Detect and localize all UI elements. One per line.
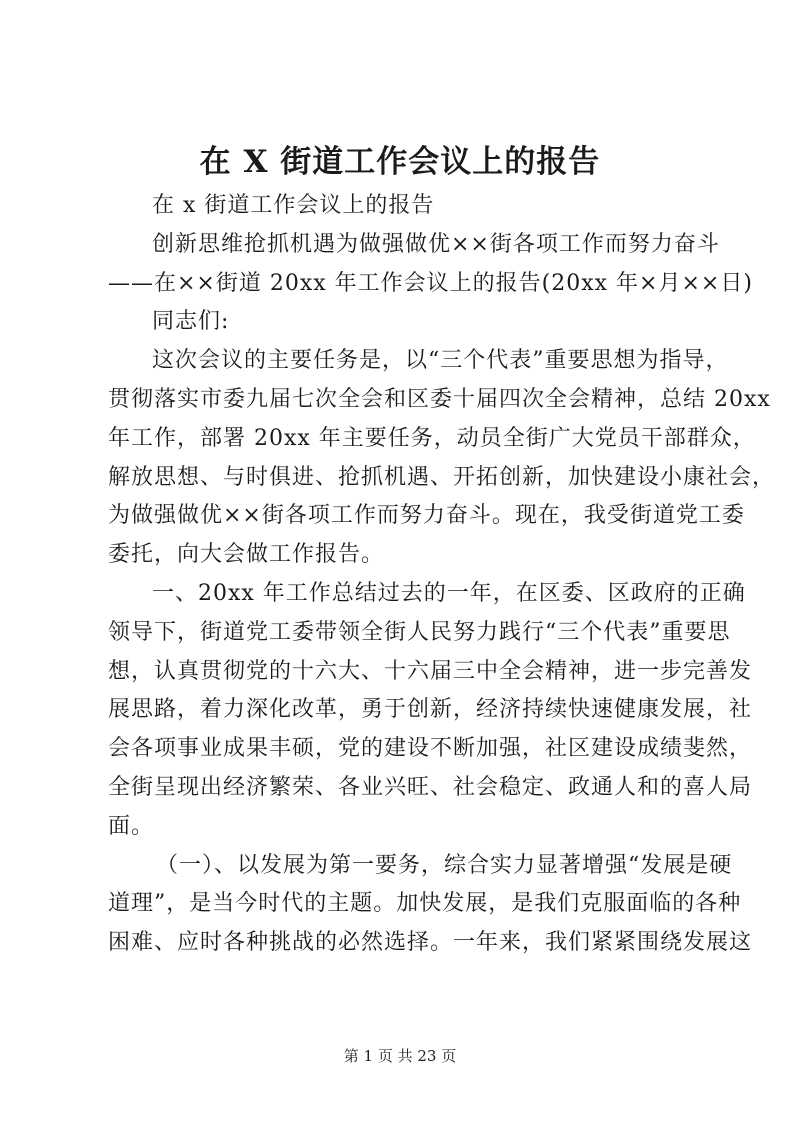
body-line: 想，认真贯彻党的十六大、十六届三中全会精神，进一步完善发 bbox=[108, 658, 753, 684]
body-line: 会各项事业成果丰硕，党的建设不断加强，社区建设成绩斐然， bbox=[108, 736, 753, 762]
body-line: 贯彻落实市委九届七次全会和区委十届四次全会精神，总结 20xx bbox=[108, 386, 771, 412]
body-line: 道理”，是当今时代的主题。加快发展，是我们克服面临的各种 bbox=[108, 891, 742, 917]
body-line: 一、20xx 年工作总结过去的一年，在区委、区政府的正确 bbox=[152, 580, 746, 606]
body-line: 面。 bbox=[108, 813, 155, 839]
body-line: 委托，向大会做工作报告。 bbox=[108, 542, 385, 568]
document-body bbox=[108, 187, 776, 963]
body-line: 全街呈现出经济繁荣、各业兴旺、社会稳定、政通人和的喜人局 bbox=[108, 774, 753, 800]
body-line: 困难、应时各种挑战的必然选择。一年来，我们紧紧围绕发展这 bbox=[108, 930, 753, 956]
body-line: 为做强做优××街各项工作而努力奋斗。现在，我受街道党工委 bbox=[108, 503, 745, 529]
body-line: 这次会议的主要任务是，以“三个代表”重要思想为指导， bbox=[152, 348, 729, 374]
document-title: 在 X 街道工作会议上的报告 bbox=[199, 144, 601, 180]
body-line: 展思路，着力深化改革，勇于创新，经济持续快速健康发展，社 bbox=[108, 697, 753, 723]
body-line: 在 x 街道工作会议上的报告 bbox=[152, 193, 435, 218]
body-line: 同志们: bbox=[152, 309, 230, 335]
body-line: ——在××街道 20xx 年工作会议上的报告(20xx 年×月××日) bbox=[108, 270, 753, 296]
body-line: 领导下，街道党工委带领全街人民努力践行“三个代表”重要思 bbox=[108, 619, 731, 645]
body-line: （一）、以发展为第一要务，综合实力显著增强“发展是硬 bbox=[156, 852, 733, 878]
page-number: 第 1 页 共 23 页 bbox=[343, 1047, 457, 1065]
body-line: 创新思维抢抓机遇为做强做优××街各项工作而努力奋斗 bbox=[152, 231, 720, 257]
body-line: 年工作，部署 20xx 年主要任务，动员全街广大党员干部群众， bbox=[108, 425, 756, 451]
body-line: 解放思想、与时俱进、抢抓机遇、开拓创新，加快建设小康社会， bbox=[108, 464, 776, 490]
